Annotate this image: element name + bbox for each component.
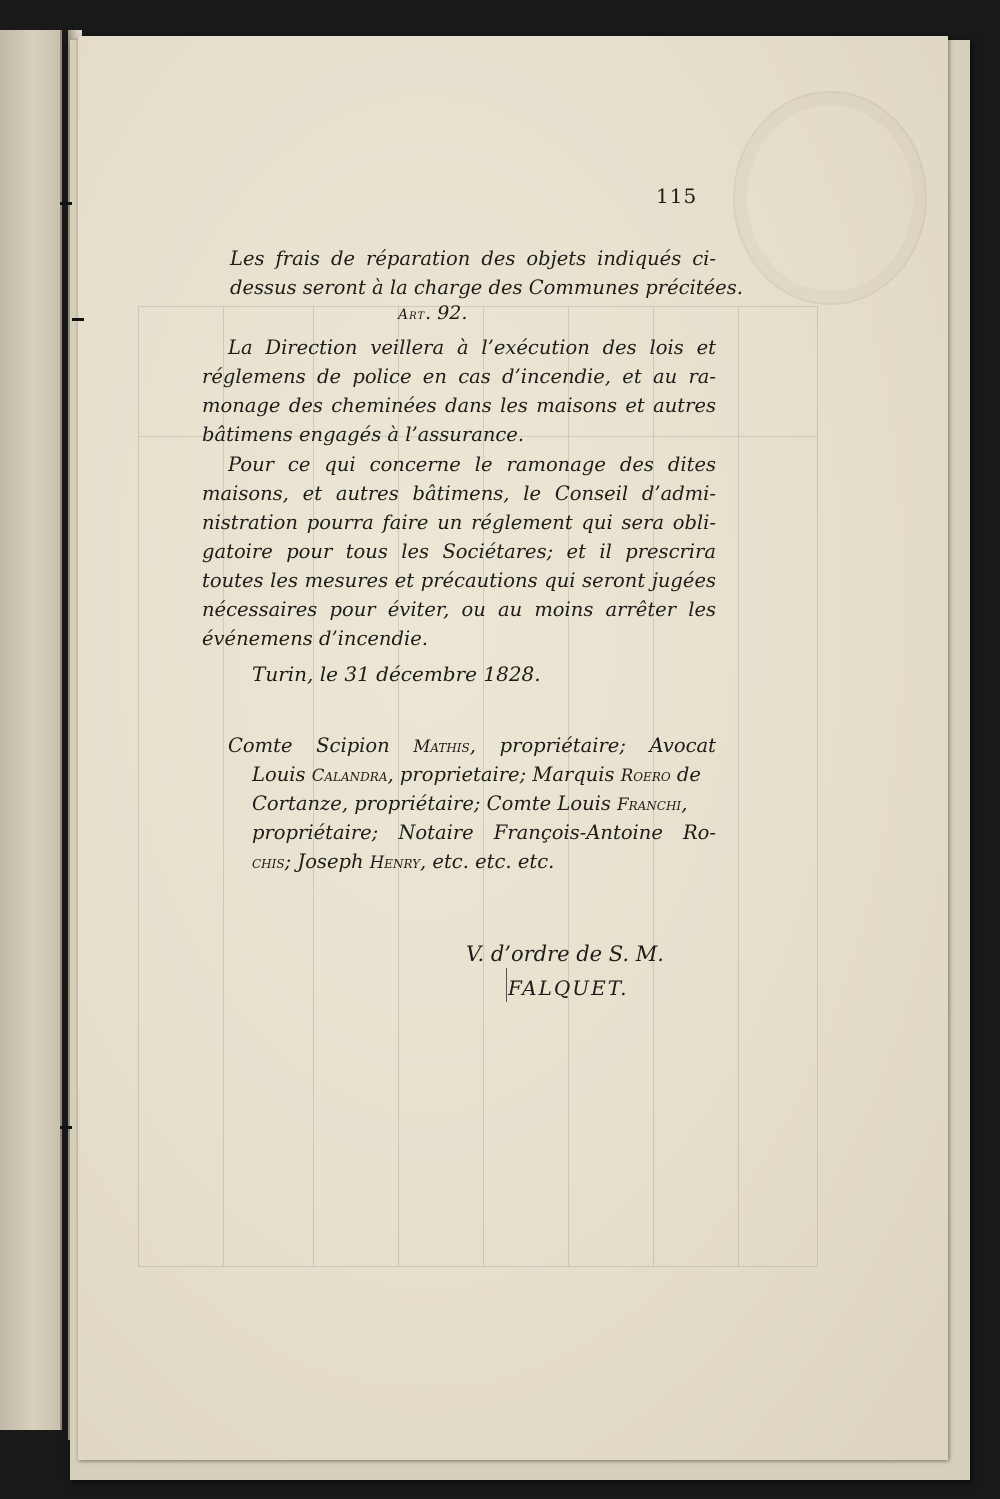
date-line: Turin, le 31 décembre 1828. [252,662,541,686]
signatories-line [228,734,716,757]
sig-text: Louis [252,763,312,786]
page-number: 115 [656,184,698,208]
visa-signatory: FALQUET. [508,976,629,1000]
paragraph-line: réglemens de police en cas d’incendie, et au ra- [202,365,716,388]
visa-line: V. d’ordre de S. M. [466,942,664,966]
document-page [78,36,948,1460]
article-number: . 92. [425,302,468,324]
paragraph-line: bâtimens engagés à l’assurance. [202,423,525,446]
sig-text: , propriétaire; Avocat [469,734,716,757]
sig-name: Calandra [311,766,388,785]
paragraph-line: Les frais de réparation des objets indiqués ci- [230,247,716,270]
paragraph-line: événemens d’incendie. [202,627,428,650]
sig-name: Henry [369,853,421,872]
visa-stroke [506,968,507,1002]
previous-page-edge [0,30,62,1430]
sig-name: Roero [620,766,671,785]
sig-text: , etc. etc. etc. [420,850,555,873]
paragraph-line: toutes les mesures et précautions qui seront jugées [202,569,716,592]
signatories-line [252,792,687,815]
sig-text: Comte Scipion [228,734,414,757]
paragraph-line: dessus seront à la charge des Communes précitées. [230,276,743,299]
sig-name: Franchi [617,795,682,814]
paragraph-line: nistration pourra faire un réglement qui sera obli- [202,511,716,534]
paragraph-line: Pour ce qui concerne le ramonage des dites [228,453,716,476]
paragraph-line: monage des cheminées dans les maisons et autres [202,394,716,417]
signatories-line [252,763,716,786]
sig-text: de [670,763,701,786]
margin-tick [60,1126,72,1129]
paragraph-line: gatoire pour tous les Sociétares; et il prescrira [202,540,716,563]
sig-text: , [681,792,688,815]
margin-tick [60,202,72,205]
paragraph-line: nécessaires pour éviter, ou au moins arrêter les [202,598,716,621]
paragraph-line: La Direction veillera à l’exécution des lois et [228,336,716,359]
sig-name: Mathis [413,737,470,756]
sig-text: Cortanze, propriétaire; Comte Louis [252,792,618,815]
sig-text: , proprietaire; Marquis [387,763,621,786]
paragraph-line: maisons, et autres bâtimens, le Conseil d’admi- [202,482,716,505]
article-prefix: Art [398,307,426,323]
article-heading [398,302,467,324]
sig-name: chis [252,853,285,872]
signatories-line [252,850,554,873]
sig-text: ; Joseph [284,850,370,873]
signatories-line: propriétaire; Notaire François-Antoine Ro- [252,821,716,844]
page-text [78,36,948,1460]
